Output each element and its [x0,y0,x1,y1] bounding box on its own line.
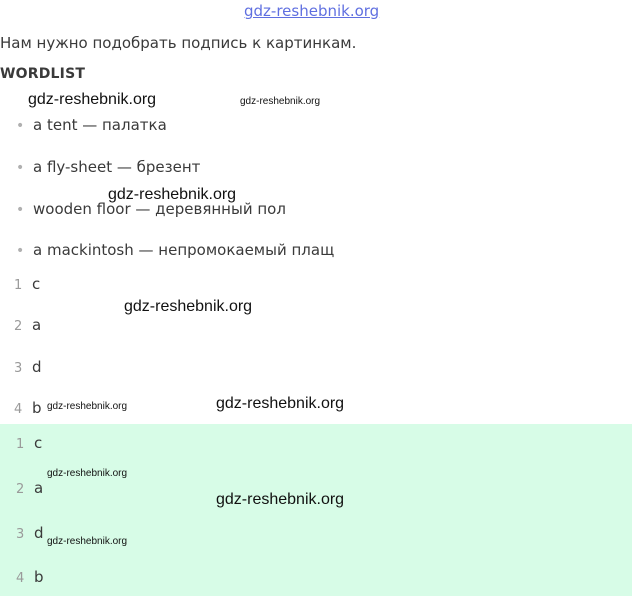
watermark: gdz-reshebnik.org [108,186,237,203]
answer-letter: c [34,434,43,452]
answer-item [14,275,40,293]
wordlist-item-text: a fly-sheet — брезент [33,158,201,176]
answer-panel [0,424,632,596]
watermark: gdz-reshebnik.org [216,395,345,412]
answer-letter: c [32,275,41,293]
answer-number: 3 [16,527,25,542]
answer-letter: d [32,358,42,376]
answer-number: 2 [16,482,25,497]
watermark: gdz-reshebnik.org [216,491,345,508]
answer-number: 4 [14,402,23,417]
wordlist-item-text: a mackintosh — непромокаемый плащ [33,241,335,259]
answer-number: 1 [16,437,25,452]
watermark: gdz-reshebnik.org [47,401,128,412]
answer-item [16,479,43,497]
answer-item [16,568,44,586]
wordlist-item-text: wooden floor — деревянный пол [33,200,286,218]
answer-item [16,434,42,452]
header-watermark: gdz-reshebnik.org [244,2,380,20]
answer-item [16,524,44,542]
answer-item [14,316,41,334]
answer-letter: b [34,568,44,586]
answer-number: 1 [14,278,23,293]
wordlist-item [16,158,200,176]
intro-text: Нам нужно подобрать подпись к картинкам. [0,34,357,52]
answer-number: 3 [14,361,23,376]
wordlist-item [16,241,334,259]
answer-number: 4 [16,571,25,586]
answer-letter: d [34,524,44,542]
answer-item [14,358,42,376]
wordlist-item-text: a tent — палатка [33,116,167,134]
bullet-icon: • [16,243,25,259]
bullet-icon: • [16,160,25,176]
watermark: gdz-reshebnik.org [47,468,128,479]
watermark: gdz-reshebnik.org [28,91,157,108]
wordlist-item [16,116,167,134]
wordlist-title: WORDLIST [0,66,86,82]
watermark: gdz-reshebnik.org [124,298,253,315]
answer-number: 2 [14,319,23,334]
answer-letter: a [32,316,42,334]
answer-item [14,399,42,417]
bullet-icon: • [16,118,25,134]
watermark: gdz-reshebnik.org [47,536,128,547]
watermark: gdz-reshebnik.org [240,96,321,107]
answer-letter: a [34,479,44,497]
bullet-icon: • [16,202,25,218]
answer-letter: b [32,399,42,417]
